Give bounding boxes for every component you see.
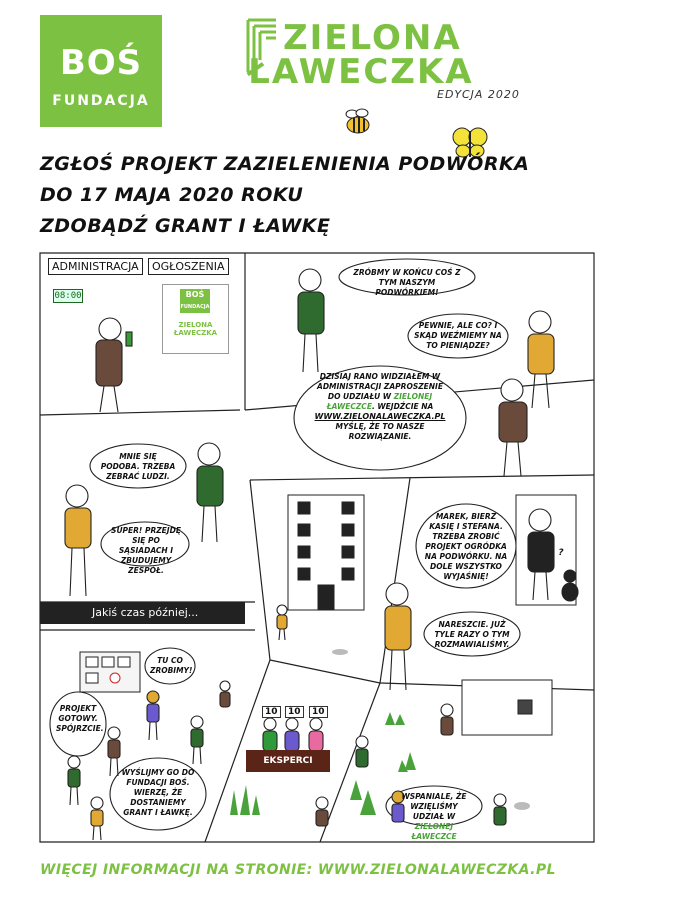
panel2-bubble-3-green: ZIELONEJ ŁAWECZCE <box>326 392 433 411</box>
panel5-bubble-2: NARESZCIE. JUŻ TYLE RAZY O TYM ROZMAWIALIŚMY. <box>434 620 510 649</box>
experts-table: EKSPERCI <box>246 750 330 772</box>
panel2-bubble-3 <box>310 372 450 442</box>
panel2-bubble-3-url: WWW.ZIELONALAWECZKA.PL <box>314 412 446 421</box>
bos-logo-sub: FUNDACJA <box>52 93 150 109</box>
expert-score-3: 10 <box>309 706 328 718</box>
poster-zl-line2: ŁAWECZKA <box>173 329 218 337</box>
panel3-bubble-1: MNIE SIĘ PODOBA. TRZEBA ZEBRAĆ LUDZI. <box>100 452 176 481</box>
expert-score-2: 10 <box>285 706 304 718</box>
poster-bos-fund: FUNDACJA <box>180 304 210 310</box>
poster-zielona <box>165 321 226 337</box>
panel5-bubble-1: MAREK, BIERZ KASIĘ I STEFANA. TRZEBA ZROBIĆ PROJEKT OGRÓDKA NA PODWÓRKU. NA DOLE WSZYSTKO WYJAŚNIĘ! <box>424 512 508 581</box>
sign-administracja: ADMINISTRACJA <box>48 258 143 275</box>
headline-line-1: ZGŁOŚ PROJEKT ZAZIELENIENIA PODWÓRKA <box>40 153 530 175</box>
bos-logo-name: BOŚ <box>59 43 143 83</box>
later-caption-text: Jakiś czas później... <box>92 606 199 619</box>
zielona-logo-line2: ŁAWECZKA <box>248 52 474 92</box>
panel2-bubble-2: PEWNIE, ALE CO? I SKĄD WEŹMIEMY NA TO PIENIĄDZE? <box>414 321 502 350</box>
later-caption <box>40 602 245 624</box>
panel2-bubble-3-a: DZISIAJ RANO WIDZIAŁEM W ADMINISTRACJI ZAPROSZENIE DO UDZIAŁU W <box>317 372 443 401</box>
expert-score-1: 10 <box>262 706 281 718</box>
panel3-bubble-2: SUPER! PRZEJDĘ SIĘ PO SĄSIADACH I ZBUDUJEMY ZESPÓŁ. <box>111 526 181 575</box>
poster-bos-badge <box>180 289 210 313</box>
panel8-bubble-a: WSPANIALE, ŻE WZIĘLIŚMY UDZIAŁ W <box>401 792 467 821</box>
panel6-bubble-3: WYŚLIJMY GO DO FUNDACJI BOŚ. WIERZĘ, ŻE DOSTANIEMY GRANT I ŁAWKĘ. <box>121 768 195 817</box>
panel6-bubble-1: TU CO ZROBIMY! <box>150 656 193 675</box>
edition-label: EDYCJA 2020 <box>437 88 520 101</box>
zielona-logo-line1: ZIELONA <box>283 18 462 58</box>
panel2-bubble-3-b: . WEJDŹCIE NA <box>371 402 434 411</box>
bos-poster <box>162 284 229 354</box>
panel8-bubble <box>396 792 472 842</box>
wall-clock: 08:00 <box>54 291 82 301</box>
panel6-bubble-2: PROJEKT GOTOWY. SPÓJRZCIE. <box>56 704 104 733</box>
panel8-bubble-green: ZIELONEJ ŁAWECZCE <box>411 822 457 841</box>
panel2-bubble-3-c: MYŚLĘ, ŻE TO NASZE ROZWIĄZANIE. <box>335 422 425 441</box>
poster-zl-line1: ZIELONA <box>178 321 213 329</box>
footer-info: WIĘCEJ INFORMACJI NA STRONIE: WWW.ZIELONALAWECZKA.PL <box>40 862 556 878</box>
headline-line-3: ZDOBĄDŹ GRANT I ŁAWKĘ <box>40 215 331 237</box>
panel2-bubble-1: ZRÓBMY W KOŃCU COŚ Z TYM NASZYM PODWÓRKIEM! <box>353 268 461 297</box>
poster-bos-name: BOŚ <box>185 290 205 299</box>
cat-question-mark: ? <box>558 548 564 558</box>
sign-ogloszenia: OGŁOSZENIA <box>148 258 229 275</box>
headline-line-2: DO 17 MAJA 2020 ROKU <box>40 184 304 206</box>
